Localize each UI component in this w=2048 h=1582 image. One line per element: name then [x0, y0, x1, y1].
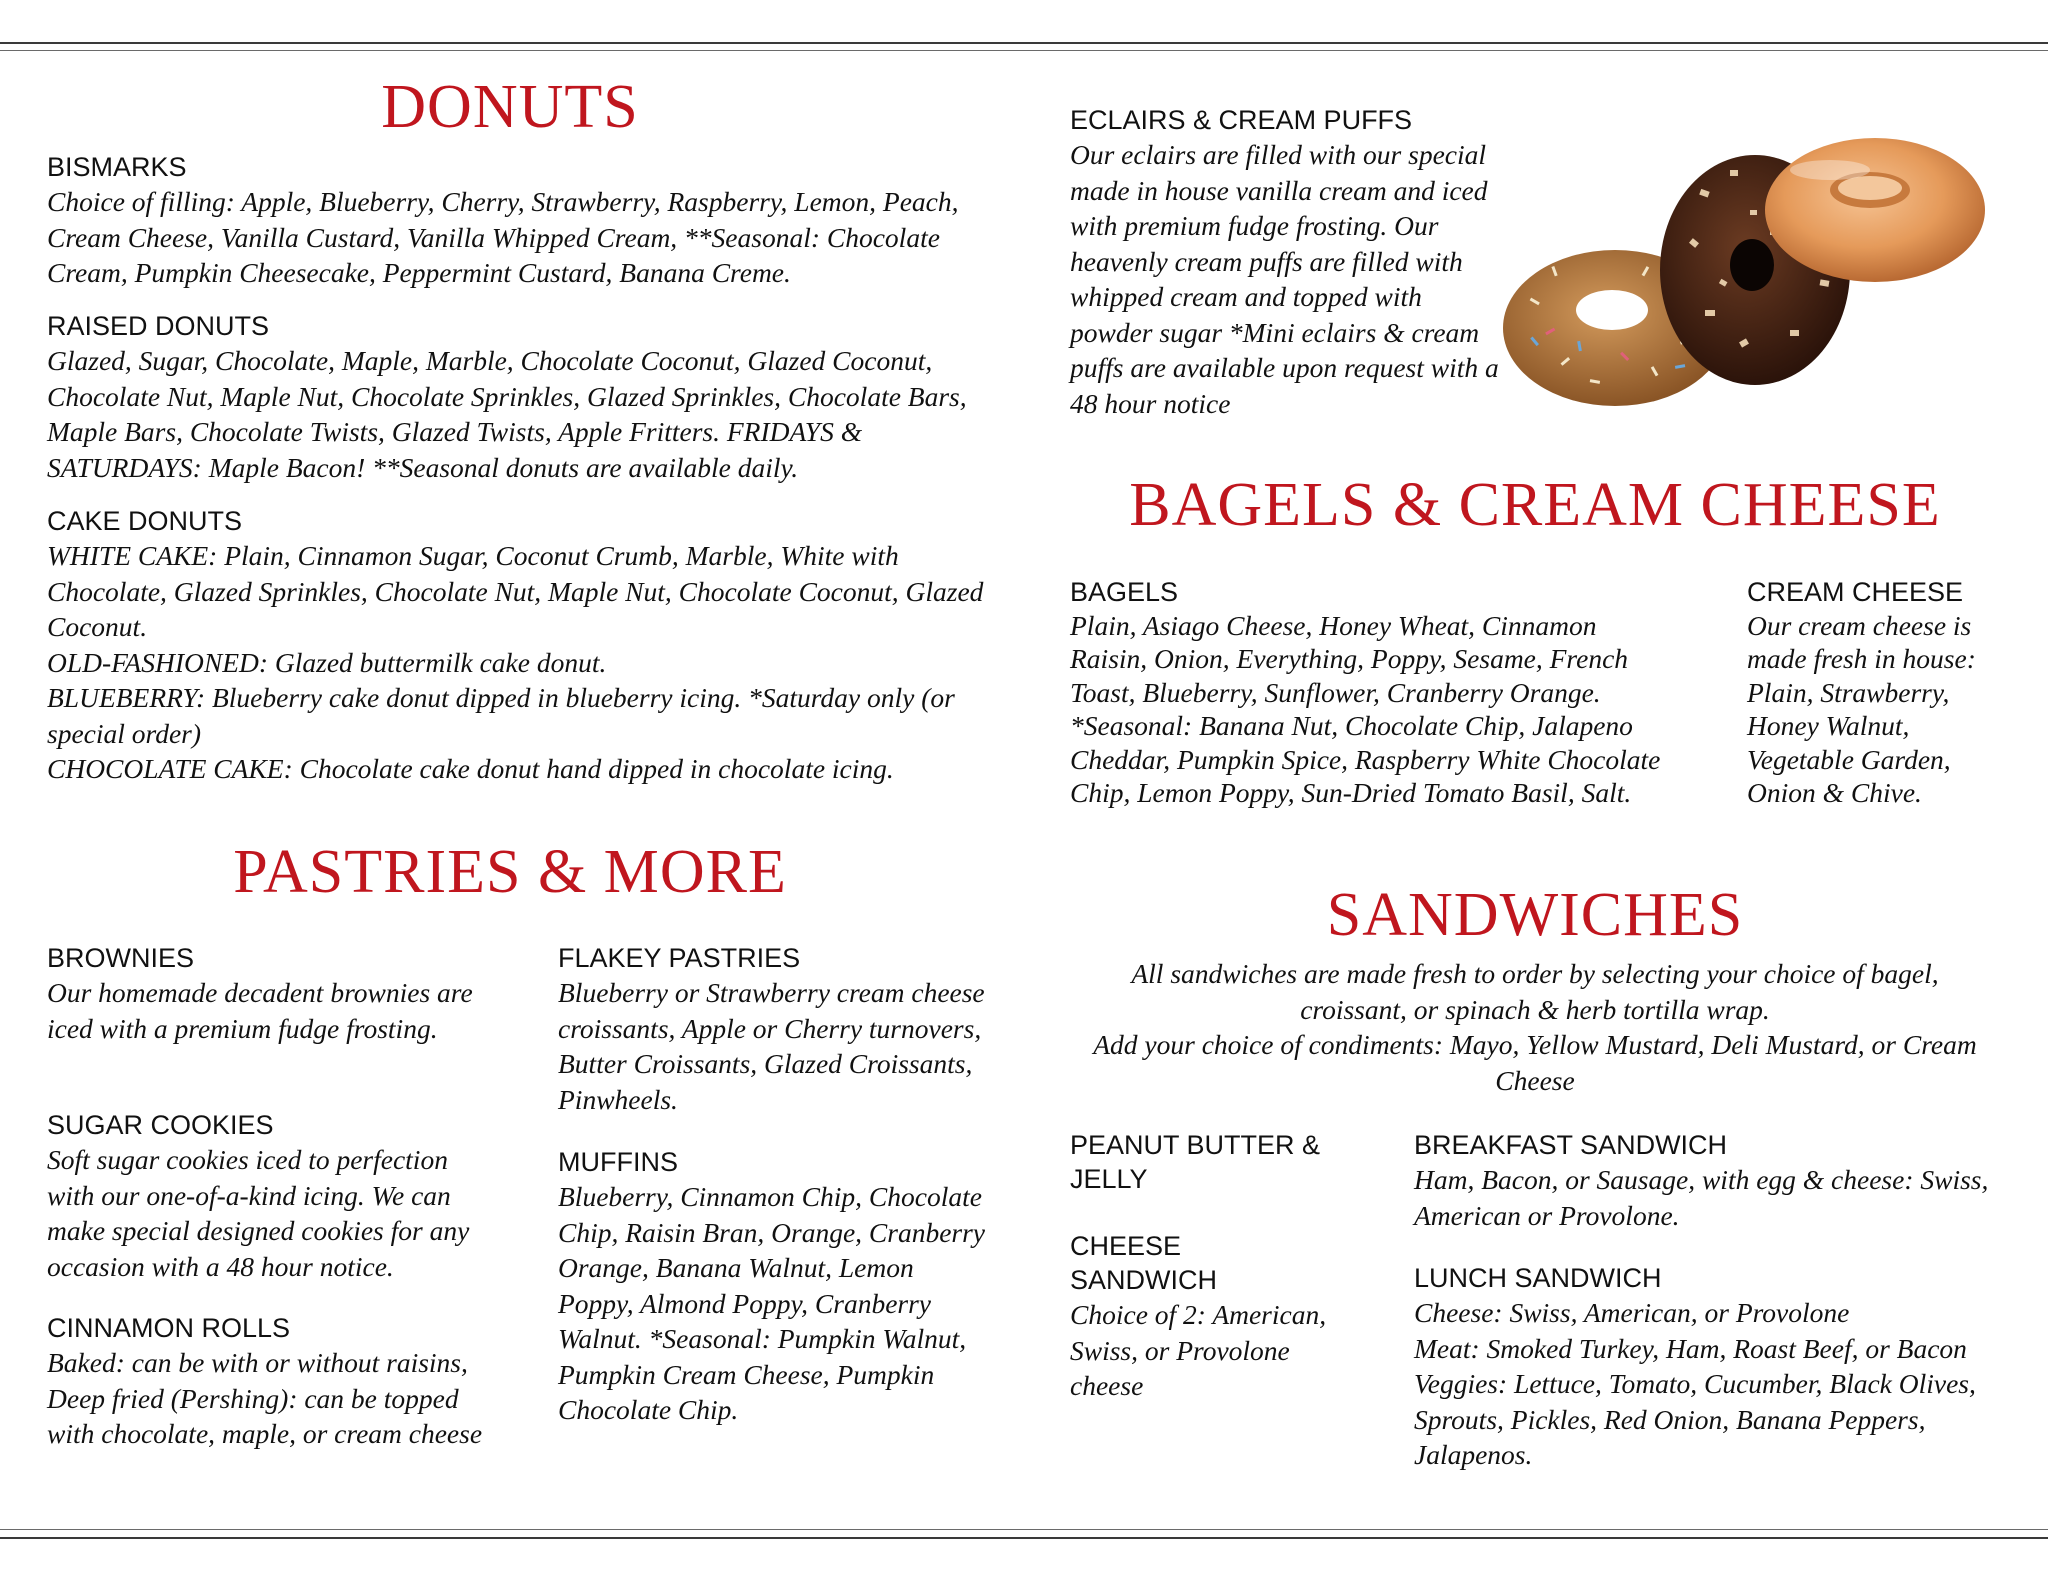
donuts-title: DONUTS	[381, 73, 639, 141]
muffins-block	[558, 1145, 988, 1428]
bismarks-block	[47, 150, 997, 291]
sandwiches-intro-line-1: All sandwiches are made fresh to order by selecting your choice of bagel, croissant, or spinach & herb tortilla wrap.	[1131, 958, 1939, 1025]
sugar-cookies-block	[47, 1108, 487, 1284]
top-rule	[0, 42, 2048, 44]
eclairs-heading: ECLAIRS & CREAM PUFFS	[1070, 105, 1413, 135]
lunch-meat-text: Meat: Smoked Turkey, Ham, Roast Beef, or Bacon	[1414, 1332, 1967, 1364]
raised-donuts-text: Glazed, Sugar, Chocolate, Maple, Marble, Chocolate Coconut, Glazed Coconut, Chocolate Nut, Maple Nut, Chocolate Sprinkles, Glazed Sprinkles, Chocolate Bars, Maple Bars, Chocolate Twists, Glazed Twists, Apple Fritters. FRIDAYS & SATURDAYS: Maple Bacon! **Seasonal donuts are available daily.	[47, 345, 967, 483]
pastries-title: PASTRIES & MORE	[233, 838, 787, 906]
flakey-pastries-text: Blueberry or Strawberry cream cheese croissants, Apple or Cherry turnovers, Butter Croissants, Glazed Croissants, Pinwheels.	[558, 977, 985, 1115]
cake-donuts-heading: CAKE DONUTS	[47, 506, 243, 536]
cheese-sandwich-block	[1070, 1229, 1340, 1404]
pbj-block	[1070, 1128, 1340, 1196]
brownies-block	[47, 941, 487, 1046]
brownies-heading: BROWNIES	[47, 943, 195, 973]
muffins-text: Blueberry, Cinnamon Chip, Chocolate Chip, Raisin Bran, Orange, Cranberry Orange, Banana Walnut, Lemon Poppy, Almond Poppy, Cranberry Walnut. *Seasonal: Pumpkin Walnut, Pumpkin Cream Cheese, Pumpkin Chocolate Chip.	[558, 1181, 986, 1425]
breakfast-sandwich-heading: BREAKFAST SANDWICH	[1414, 1130, 1728, 1160]
lunch-sandwich-block	[1414, 1261, 2014, 1473]
cake-donuts-block	[47, 504, 997, 787]
lunch-cheese-text: Cheese: Swiss, American, or Provolone	[1414, 1297, 1850, 1328]
old-fashioned-text: OLD-FASHIONED: Glazed buttermilk cake donut.	[47, 646, 607, 678]
bismarks-heading: BISMARKS	[47, 152, 187, 182]
flakey-pastries-block	[558, 941, 988, 1117]
chocolate-cake-text: CHOCOLATE CAKE: Chocolate cake donut hand dipped in chocolate icing.	[47, 753, 894, 784]
white-cake-text: WHITE CAKE: Plain, Cinnamon Sugar, Coconut Crumb, Marble, White with Chocolate, Glazed Sprinkles, Chocolate Nut, Maple Nut, Chocolate Coconut, Glazed Coconut.	[47, 540, 984, 642]
top-rule-inner	[0, 50, 2048, 51]
bagels-heading: BAGELS	[1070, 577, 1179, 607]
raised-donuts-block	[47, 309, 997, 485]
eclairs-text: Our eclairs are filled with our special made in house vanilla cream and iced with premium fudge frosting. Our heavenly cream puffs are filled with whipped cream and topped with powder sugar *Mini eclairs & cream puffs are available upon request with a 48 hour notice	[1070, 139, 1499, 419]
donuts-illustration	[1490, 130, 2010, 410]
sandwiches-intro-line-2: Add your choice of condiments: Mayo, Yellow Mustard, Deli Mustard, or Cream Cheese	[1093, 1029, 1977, 1096]
sugar-cookies-text: Soft sugar cookies iced to perfection with our one-of-a-kind icing. We can make special designed cookies for any occasion with a 48 hour notice.	[47, 1144, 470, 1282]
brownies-text: Our homemade decadent brownies are iced with a premium fudge frosting.	[47, 977, 473, 1044]
breakfast-sandwich-block	[1414, 1128, 2014, 1233]
cheese-sandwich-heading: CHEESE SANDWICH	[1070, 1231, 1217, 1295]
cheese-sandwich-text: Choice of 2: American, Swiss, or Provolone cheese	[1070, 1299, 1327, 1401]
lunch-sandwich-heading: LUNCH SANDWICH	[1414, 1263, 1662, 1293]
cinnamon-rolls-text: Baked: can be with or without raisins, Deep fried (Pershing): can be topped with chocolate, maple, or cream cheese	[47, 1347, 483, 1449]
blueberry-cake-text: BLUEBERRY: Blueberry cake donut dipped in blueberry icing. *Saturday only (or special order)	[47, 682, 955, 749]
bottom-rule	[0, 1537, 2048, 1539]
lunch-veggies-text: Veggies: Lettuce, Tomato, Cucumber, Black Olives, Sprouts, Pickles, Red Onion, Banana Peppers, Jalapenos.	[1414, 1368, 1976, 1470]
cream-cheese-text: Our cream cheese is made fresh in house: Plain, Strawberry, Honey Walnut, Vegetable Garden, Onion & Chive.	[1747, 610, 1976, 809]
muffins-heading: MUFFINS	[558, 1147, 678, 1177]
bagels-text: Plain, Asiago Cheese, Honey Wheat, Cinnamon Raisin, Onion, Everything, Poppy, Sesame, French Toast, Blueberry, Sunflower, Cranberry Orange. *Seasonal: Banana Nut, Chocolate Chip, Jalapeno Cheddar, Pumpkin Spice, Raspberry White Chocolate Chip, Lemon Poppy, Sun-Dried Tomato Basil, Salt.	[1070, 610, 1661, 809]
bagels-block	[1070, 575, 1680, 809]
glazed-donut-icon	[1765, 138, 1985, 282]
cream-cheese-heading: CREAM CHEESE	[1747, 577, 1964, 607]
sandwiches-intro	[1070, 956, 2000, 1098]
flakey-pastries-heading: FLAKEY PASTRIES	[558, 943, 801, 973]
pbj-heading: PEANUT BUTTER & JELLY	[1070, 1130, 1321, 1194]
cinnamon-rolls-block	[47, 1311, 487, 1452]
eclairs-block	[1070, 103, 1510, 421]
bismarks-text: Choice of filling: Apple, Blueberry, Cherry, Strawberry, Raspberry, Lemon, Peach, Cream Cheese, Vanilla Custard, Vanilla Whipped Cream, **Seasonal: Chocolate Cream, Pumpkin Cheesecake, Peppermint Custard, Banana Creme.	[47, 186, 959, 288]
cream-cheese-block	[1747, 575, 2007, 809]
bagels-title: BAGELS & CREAM CHEESE	[1129, 471, 1941, 539]
cinnamon-rolls-heading: CINNAMON ROLLS	[47, 1313, 291, 1343]
breakfast-sandwich-text: Ham, Bacon, or Sausage, with egg & cheese: Swiss, American or Provolone.	[1414, 1164, 1989, 1231]
sugar-cookies-heading: SUGAR COOKIES	[47, 1110, 274, 1140]
bottom-rule-inner	[0, 1529, 2048, 1530]
sandwiches-title: SANDWICHES	[1326, 881, 1744, 949]
raised-donuts-heading: RAISED DONUTS	[47, 311, 270, 341]
